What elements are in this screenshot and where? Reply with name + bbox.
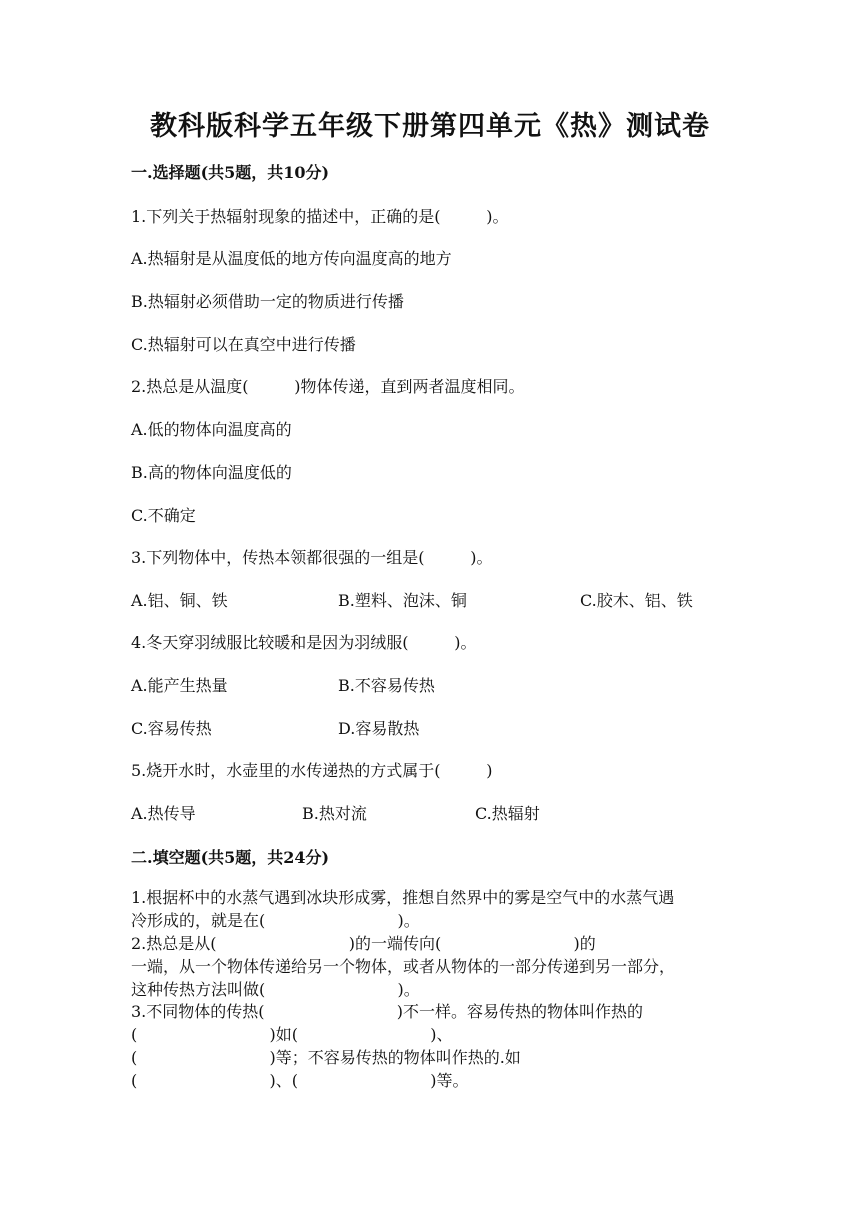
question-4-option-c: C.容易传热 <box>131 719 212 738</box>
question-3-stem: 3.下列物体中，传热本领都很强的一组是( )。 <box>131 548 493 567</box>
question-2-option-c: C.不确定 <box>131 506 196 525</box>
question-3-option-c: C.胶木、铝、铁 <box>580 591 693 610</box>
fill-question-2-line-2: 一端，从一个物体传递给另一个物体，或者从物体的一部分传递到另一部分， <box>131 957 676 976</box>
question-5-stem: 5.烧开水时，水壶里的水传递热的方式属于( ) <box>131 761 493 780</box>
page-title: 教科版科学五年级下册第四单元《热》测试卷 <box>150 111 710 142</box>
question-3-option-b: B.塑料、泡沫、铜 <box>338 591 467 610</box>
fill-question-3-line-2: ( )如( )、 <box>131 1025 453 1044</box>
section-fill-header: 二.填空题(共5题，共24分) <box>131 848 330 867</box>
question-2-stem: 2.热总是从温度( )物体传递，直到两者温度相同。 <box>131 377 525 396</box>
question-3-option-a: A.铝、铜、铁 <box>131 591 228 610</box>
question-1-option-a: A.热辐射是从温度低的地方传向温度高的地方 <box>131 249 452 268</box>
question-4-option-d: D.容易散热 <box>338 719 420 738</box>
question-5-option-b: B.热对流 <box>302 804 367 823</box>
question-5-option-c: C.热辐射 <box>475 804 540 823</box>
question-1-option-b: B.热辐射必须借助一定的物质进行传播 <box>131 292 404 311</box>
question-2-option-b: B.高的物体向温度低的 <box>131 463 292 482</box>
fill-question-3-line-1: 3.不同物体的传热( )不一样。容易传热的物体叫作热的 <box>131 1002 643 1021</box>
fill-question-2-line-3: 这种传热方法叫做( )。 <box>131 980 420 999</box>
section-choice-header: 一.选择题(共5题，共10分) <box>131 163 330 182</box>
question-2-option-a: A.低的物体向温度高的 <box>131 420 292 439</box>
question-4-stem: 4.冬天穿羽绒服比较暖和是因为羽绒服( )。 <box>131 633 477 652</box>
fill-question-1-line-1: 1.根据杯中的水蒸气遇到冰块形成雾，推想自然界中的雾是空气中的水蒸气遇 <box>131 888 675 907</box>
fill-question-3-line-4: ( )、( )等。 <box>131 1071 469 1090</box>
question-4-option-b: B.不容易传热 <box>338 676 435 695</box>
fill-question-2-line-1: 2.热总是从( )的一端传向( )的 <box>131 934 596 953</box>
question-1-option-c: C.热辐射可以在真空中进行传播 <box>131 335 356 354</box>
fill-question-3-line-3: ( )等；不容易传热的物体叫作热的.如 <box>131 1048 521 1067</box>
question-1-stem: 1.下列关于热辐射现象的描述中，正确的是( )。 <box>131 207 509 226</box>
question-5-option-a: A.热传导 <box>131 804 196 823</box>
question-4-option-a: A.能产生热量 <box>131 676 228 695</box>
fill-question-1-line-2: 冷形成的，就是在( )。 <box>131 911 420 930</box>
